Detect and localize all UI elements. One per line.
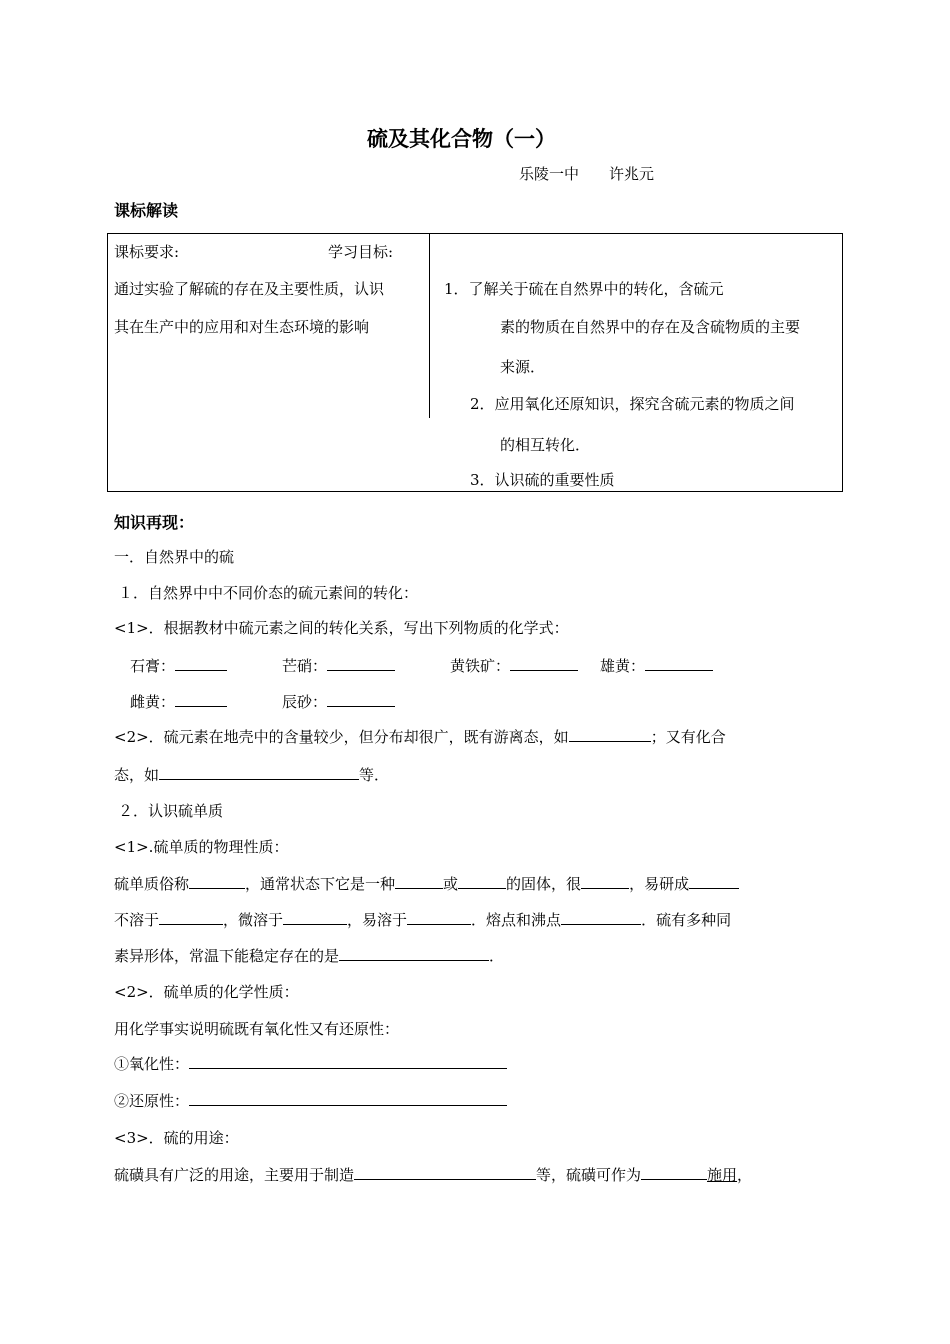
line-chemical-properties: <2>．硫单质的化学性质： xyxy=(114,983,299,1001)
blank-melting-point[interactable] xyxy=(561,910,641,925)
goal-3: 3．认识硫的重要性质 xyxy=(470,471,615,489)
page-title: 硫及其化合物（一） xyxy=(367,127,556,151)
uses-line xyxy=(114,1164,752,1185)
blank-manufacture[interactable] xyxy=(354,1165,536,1180)
blank-free-state[interactable] xyxy=(569,727,651,742)
goal-1-line-c: 来源． xyxy=(500,358,546,376)
reducing-line xyxy=(114,1090,507,1111)
text-p2b: ，微溶于 xyxy=(223,911,284,929)
line-compound-state xyxy=(114,764,389,785)
line-sulfur-element: ２．认识硫单质 xyxy=(118,802,224,820)
blank-color-1[interactable] xyxy=(395,874,443,889)
blank-oxidizing[interactable] xyxy=(189,1054,507,1069)
label-shigao: 石膏： xyxy=(130,657,176,675)
blank-cihuang[interactable] xyxy=(175,692,227,707)
label-chensha: 辰砂： xyxy=(282,693,328,711)
goal-2-line-b: 的相互转化． xyxy=(500,436,591,454)
line-physical-properties: <1>.硫单质的物理性质： xyxy=(114,838,289,856)
blank-stable-allotrope[interactable] xyxy=(339,946,489,961)
blank-reducing[interactable] xyxy=(189,1091,507,1106)
blank-insoluble[interactable] xyxy=(159,910,223,925)
text-p2a: 不溶于 xyxy=(114,911,160,929)
formula-mangxiao xyxy=(282,655,395,676)
text-distribution-a: <2>．硫元素在地壳中的含量较少，但分布却很广，既有游离态，如 xyxy=(114,728,569,746)
blank-soluble[interactable] xyxy=(407,910,471,925)
text-u4: ， xyxy=(737,1166,753,1184)
blank-color-2[interactable] xyxy=(458,874,506,889)
formula-cihuang xyxy=(130,691,227,712)
blank-huangtiekuang[interactable] xyxy=(510,656,578,671)
blank-xionghuang[interactable] xyxy=(645,656,713,671)
text-p1d: 的固体，很 xyxy=(506,875,582,893)
table-divider xyxy=(429,233,430,418)
formula-xionghuang xyxy=(600,655,713,676)
formula-row-1 xyxy=(130,655,227,676)
text-p1a: 硫单质俗称 xyxy=(114,875,190,893)
text-distribution-b: ；又有化合 xyxy=(650,728,726,746)
section-heading-knowledge: 知识再现： xyxy=(114,513,195,532)
blank-chensha[interactable] xyxy=(327,692,395,707)
text-compound-b: 等． xyxy=(359,766,390,784)
text-p1e: ，易研成 xyxy=(629,875,690,893)
label-xionghuang: 雄黄： xyxy=(600,657,646,675)
text-p1c: 或 xyxy=(443,875,459,893)
physical-line-3 xyxy=(114,945,504,966)
blank-powder[interactable] xyxy=(689,874,739,889)
text-u1: 硫磺具有广泛的用途，主要用于制造 xyxy=(114,1166,355,1184)
text-p2e: ．硫有多种同 xyxy=(641,911,732,929)
line-conversion: １．自然界中中不同价态的硫元素间的转化： xyxy=(118,584,419,602)
goal-1-line-a: 1．了解关于硫在自然界中的转化，含硫元 xyxy=(444,280,724,298)
text-p1b: ，通常状态下它是一种 xyxy=(245,875,396,893)
label-reducing: ②还原性： xyxy=(114,1092,190,1110)
formula-huangtiekuang xyxy=(450,655,578,676)
author-line: 乐陵一中 许兆元 xyxy=(519,165,655,183)
label-cihuang: 雌黄： xyxy=(130,693,176,711)
text-u2: 等，硫磺可作为 xyxy=(536,1166,642,1184)
physical-line-2 xyxy=(114,909,731,930)
standards-table xyxy=(107,233,843,492)
blank-mangxiao[interactable] xyxy=(327,656,395,671)
blank-compound-state[interactable] xyxy=(159,765,359,780)
section-heading-standards: 课标解读 xyxy=(114,201,179,220)
text-u3: 施用 xyxy=(707,1166,738,1184)
label-oxidizing: ①氧化性： xyxy=(114,1055,190,1073)
blank-common-name[interactable] xyxy=(189,874,245,889)
physical-line-1 xyxy=(114,873,739,894)
goal-2-line-a: 2．应用氧化还原知识，探究含硫元素的物质之间 xyxy=(470,395,795,413)
label-mangxiao: 芒硝： xyxy=(282,657,328,675)
blank-use-as[interactable] xyxy=(641,1165,707,1180)
line-distribution xyxy=(114,726,726,747)
text-p2c: ，易溶于 xyxy=(347,911,408,929)
text-p3a: 素异形体，常温下能稳定存在的是 xyxy=(114,947,340,965)
oxidizing-line xyxy=(114,1053,507,1074)
requirement-text-2: 其在生产中的应用和对生态环境的影响 xyxy=(114,318,370,336)
blank-brittle[interactable] xyxy=(581,874,629,889)
line-uses: <3>．硫的用途： xyxy=(114,1129,239,1147)
goal-1-line-b: 素的物质在自然界中的存在及含硫物质的主要 xyxy=(500,318,801,336)
text-compound-a: 态，如 xyxy=(114,766,160,784)
blank-shigao[interactable] xyxy=(175,656,227,671)
requirement-text-1: 通过实验了解硫的存在及主要性质，认识 xyxy=(114,280,385,298)
line-natural-sulfur: 一．自然界中的硫 xyxy=(114,548,235,566)
text-p3b: ． xyxy=(489,947,505,965)
requirement-label: 课标要求: xyxy=(114,243,180,261)
line-chemical-facts: 用化学事实说明硫既有氧化性又有还原性： xyxy=(114,1020,400,1038)
goal-label: 学习目标: xyxy=(328,243,394,261)
blank-slightly-soluble[interactable] xyxy=(283,910,347,925)
label-huangtiekuang: 黄铁矿： xyxy=(450,657,511,675)
text-p2d: ．熔点和沸点 xyxy=(471,911,562,929)
line-formula-instruction: <1>．根据教材中硫元素之间的转化关系，写出下列物质的化学式： xyxy=(114,619,569,637)
formula-chensha xyxy=(282,691,395,712)
